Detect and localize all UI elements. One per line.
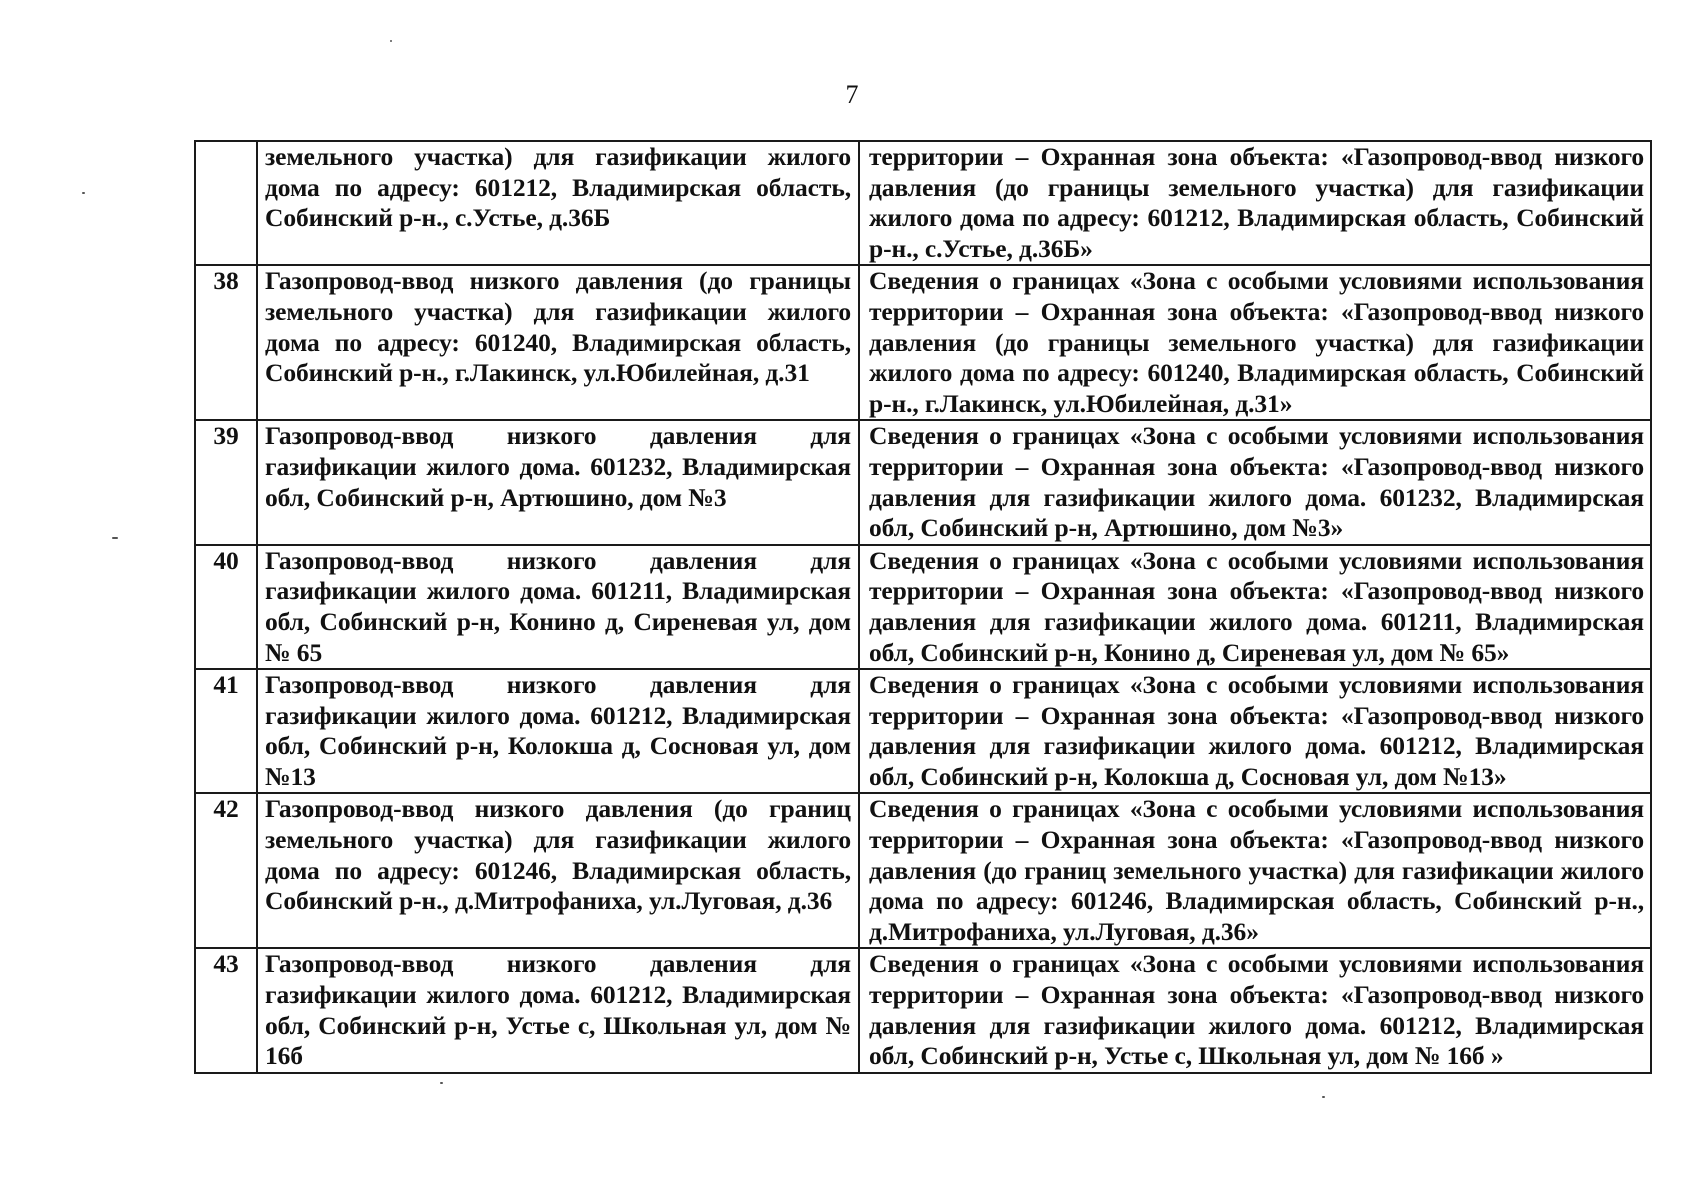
scan-speck [112, 537, 118, 539]
object-name-cell: Газопровод-ввод низкого давления (до границ земельного участка) для газификации жилого дома по адресу: 601246, Владимирская область, Собинский р-н., д.Митрофаниха, ул.Луговая, д.36 [257, 793, 859, 948]
document-table [194, 140, 1652, 1074]
object-name-cell: Газопровод-ввод низкого давления (до границы земельного участка) для газификации жилого дома по адресу: 601240, Владимирская область, Собинский р-н., г.Лакинск, ул.Юбилейная, д.31 [257, 265, 859, 420]
row-number-cell: 43 [195, 948, 257, 1072]
object-name-cell: Газопровод-ввод низкого давления для газификации жилого дома. 601232, Владимирская обл, Собинский р-н, Артюшино, дом №3 [257, 420, 859, 544]
scan-speck [440, 1082, 443, 1084]
table-row [195, 669, 1651, 793]
zone-info-cell: Сведения о границах «Зона с особыми условиями использования территории – Охранная зона объекта: «Газопровод-ввод низкого давления для газификации жилого дома. 601212, Владимирская обл, Собинский р-н, Устье с, Школьная ул, дом № 16б » [859, 948, 1651, 1072]
object-name-cell: Газопровод-ввод низкого давления для газификации жилого дома. 601212, Владимирская обл, Собинский р-н, Колокша д, Сосновая ул, дом №13 [257, 669, 859, 793]
table-row [195, 948, 1651, 1072]
object-name-cell: земельного участка) для газификации жилого дома по адресу: 601212, Владимирская область, Собинский р-н., с.Устье, д.36Б [257, 141, 859, 265]
table-row [195, 265, 1651, 420]
object-name-cell: Газопровод-ввод низкого давления для газификации жилого дома. 601212, Владимирская обл, Собинский р-н, Устье с, Школьная ул, дом № 16б [257, 948, 859, 1072]
zone-info-cell: Сведения о границах «Зона с особыми условиями использования территории – Охранная зона объекта: «Газопровод-ввод низкого давления (до границ земельного участка) для газификации жилого дома по адресу: 601246, Владимирская область, Собинский р-н., д.Митрофаниха, ул.Луговая, д.36» [859, 793, 1651, 948]
scan-speck [82, 192, 85, 194]
table-row [195, 793, 1651, 948]
object-name-cell: Газопровод-ввод низкого давления для газификации жилого дома. 601211, Владимирская обл, Собинский р-н, Конино д, Сиреневая ул, дом № 65 [257, 545, 859, 669]
row-number-cell: 39 [195, 420, 257, 544]
row-number-cell: 38 [195, 265, 257, 420]
zone-info-cell: Сведения о границах «Зона с особыми условиями использования территории – Охранная зона объекта: «Газопровод-ввод низкого давления для газификации жилого дома. 601212, Владимирская обл, Собинский р-н, Колокша д, Сосновая ул, дом №13» [859, 669, 1651, 793]
zone-info-cell: Сведения о границах «Зона с особыми условиями использования территории – Охранная зона объекта: «Газопровод-ввод низкого давления для газификации жилого дома. 601232, Владимирская обл, Собинский р-н, Артюшино, дом №3» [859, 420, 1651, 544]
zone-info-cell: Сведения о границах «Зона с особыми условиями использования территории – Охранная зона объекта: «Газопровод-ввод низкого давления для газификации жилого дома. 601211, Владимирская обл, Собинский р-н, Конино д, Сиреневая ул, дом № 65» [859, 545, 1651, 669]
table-row [195, 141, 1651, 265]
table-row [195, 545, 1651, 669]
page-number: 7 [845, 80, 859, 109]
scan-speck [1322, 1096, 1325, 1098]
row-number-cell: 40 [195, 545, 257, 669]
table-row [195, 420, 1651, 544]
scan-speck [390, 40, 392, 42]
row-number-cell: 42 [195, 793, 257, 948]
document-table-container [194, 140, 1650, 1074]
zone-info-cell: территории – Охранная зона объекта: «Газопровод-ввод низкого давления (до границы земельного участка) для газификации жилого дома по адресу: 601212, Владимирская область, Собинский р-н., с.Устье, д.36Б» [859, 141, 1651, 265]
row-number-cell [195, 141, 257, 265]
zone-info-cell: Сведения о границах «Зона с особыми условиями использования территории – Охранная зона объекта: «Газопровод-ввод низкого давления (до границы земельного участка) для газификации жилого дома по адресу: 601240, Владимирская область, Собинский р-н., г.Лакинск, ул.Юбилейная, д.31» [859, 265, 1651, 420]
row-number-cell: 41 [195, 669, 257, 793]
